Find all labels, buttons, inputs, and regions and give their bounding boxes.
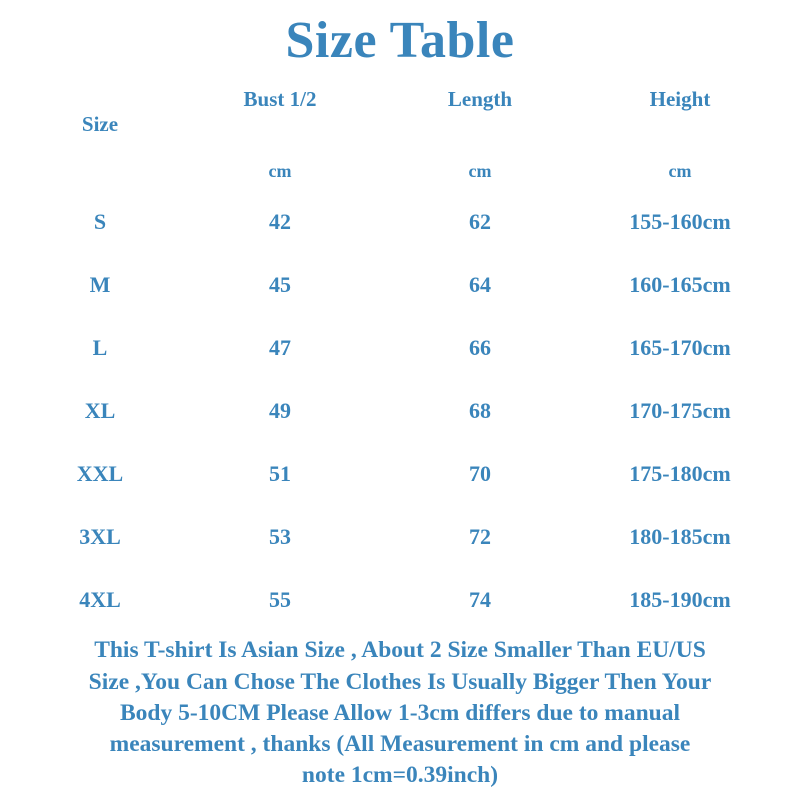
cell-length: 74 [469,586,491,612]
table-size-header-row [20,112,780,152]
note-line-2: Size ,You Can Chose The Clothes Is Usually Bigger Then Your [88,668,712,695]
header-cell-size: Size [81,112,119,137]
table-row [20,253,780,316]
header-cell-spacer-1 [180,112,380,152]
size-note [15,631,785,791]
table-row [20,379,780,442]
cell-bust: 53 [269,523,291,549]
table-unit-row [20,152,780,190]
cell-height: 155-160cm [629,208,731,234]
table-row [20,568,780,631]
table-row [20,316,780,379]
table-row [20,442,780,505]
size-table [20,78,780,631]
cell-length: 62 [469,208,491,234]
cell-size: S [93,208,107,234]
table-row [20,190,780,253]
cell-bust: 51 [269,460,291,486]
cell-size: XL [84,397,116,423]
header-cell-spacer-3 [580,112,780,152]
table-header-row [20,78,780,112]
cell-height: 165-170cm [629,334,731,360]
cell-length: 64 [469,271,491,297]
cell-size: M [89,271,111,297]
cell-size: 4XL [79,586,121,612]
header-cell-length: Length [447,87,513,112]
header-cell-blank [20,78,180,112]
header-cell-bust: Bust 1/2 [243,87,317,112]
cell-height: 175-180cm [629,460,731,486]
cell-length: 66 [469,334,491,360]
cell-height: 170-175cm [629,397,731,423]
cell-length: 68 [469,397,491,423]
unit-cell-height: cm [668,160,692,181]
note-line-1: This T-shirt Is Asian Size , About 2 Size Smaller Than EU/US [94,637,706,664]
unit-cell-blank [20,152,180,190]
header-cell-spacer-2 [380,112,580,152]
note-line-3: Body 5-10CM Please Allow 1-3cm differs due to manual [119,699,681,726]
header-cell-height: Height [649,87,711,112]
cell-bust: 49 [269,397,291,423]
cell-bust: 42 [269,208,291,234]
cell-height: 180-185cm [629,523,731,549]
note-line-4: measurement , thanks (All Measurement in cm and please [109,731,691,758]
cell-length: 72 [469,523,491,549]
cell-bust: 45 [269,271,291,297]
table-row [20,505,780,568]
cell-size: 3XL [79,523,121,549]
unit-cell-length: cm [468,160,492,181]
cell-length: 70 [469,460,491,486]
unit-cell-bust: cm [268,160,292,181]
note-line-5: note 1cm=0.39inch) [301,762,499,789]
cell-height: 185-190cm [629,586,731,612]
cell-bust: 55 [269,586,291,612]
cell-size: XXL [76,460,124,486]
cell-size: L [92,334,108,360]
cell-bust: 47 [269,334,291,360]
cell-height: 160-165cm [629,271,731,297]
size-table-page [0,10,800,810]
page-title: Size Table [285,12,515,69]
